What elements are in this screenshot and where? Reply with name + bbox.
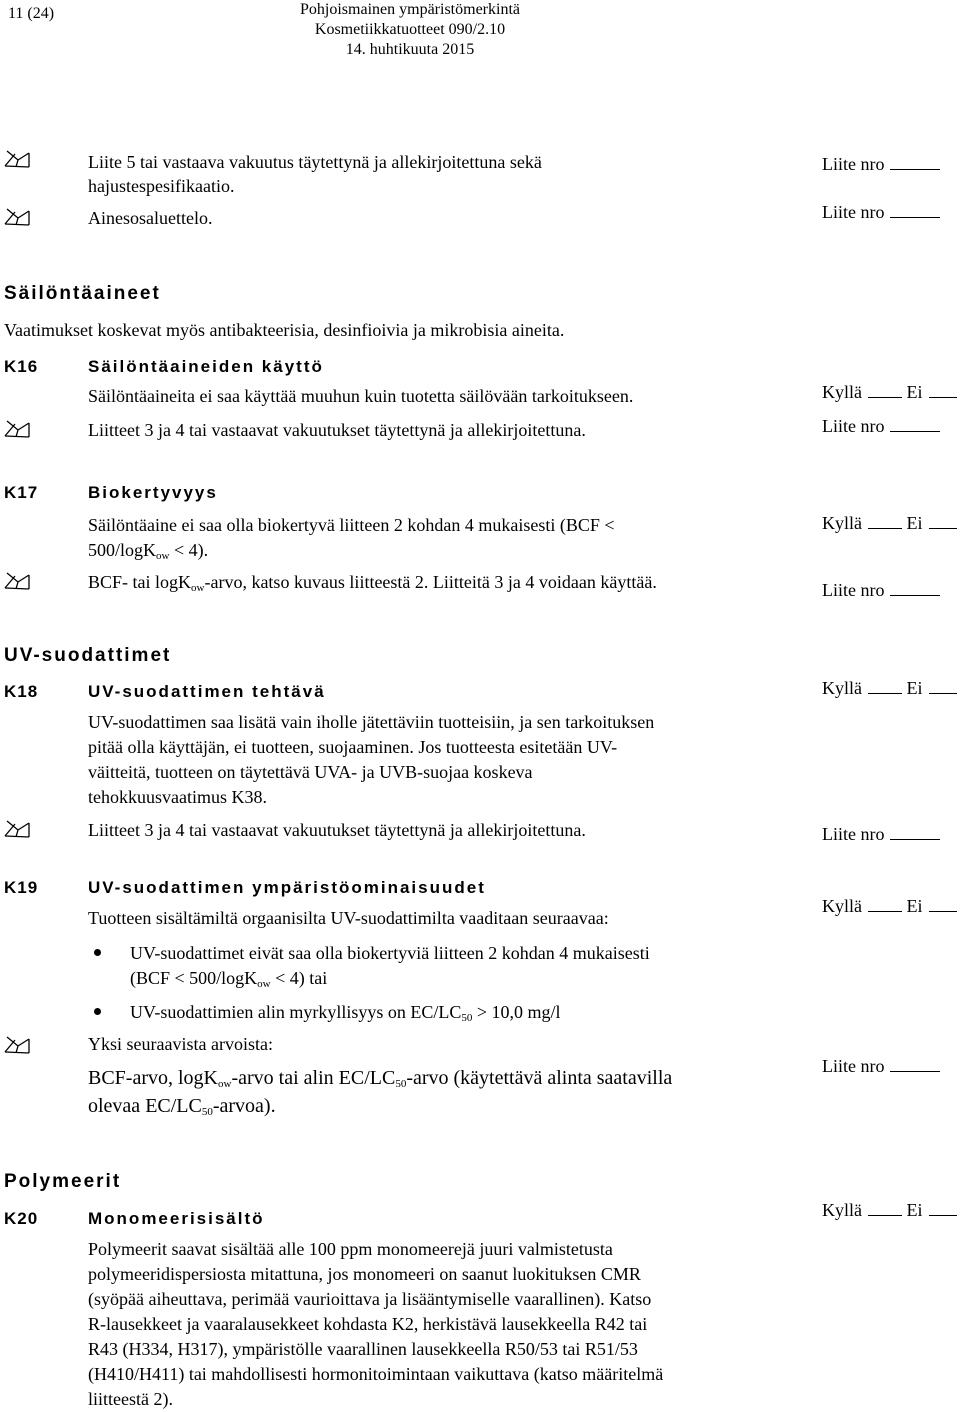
requirement-title-k17: Biokertyvyys: [88, 483, 218, 502]
envelope-icon: [4, 420, 30, 438]
yes-no-field-k18[interactable]: Kyllä Ei: [822, 676, 957, 700]
documentation-k18: Liitteet 3 ja 4 tai vastaavat vakuutukset täytettynä ja allekirjoitettuna.: [88, 820, 586, 840]
requirement-title-k19: UV-suodattimen ympäristöominaisuudet: [88, 878, 486, 897]
criterion-toxicity: UV-suodattimien alin myrkyllisyys on $EC/LC_{50} > 10,0$ mg/l: [130, 1002, 561, 1024]
page-number: 11 (24): [8, 5, 55, 22]
requirement-text-k18-line2: pitää olla käyttäjän, ei tuotteen, suojaaminen. Jos tuotteesta esitetään UV-: [88, 737, 618, 757]
requirement-text-k20-line5: R43 (H334, H317), ympäristölle vaarallinen lausekkeella R50/53 tai R51/53: [88, 1339, 638, 1359]
requirement-text-k20-line2: polymeeridispersiosta mitattuna, jos monomeeri on saanut luokituksen CMR: [88, 1264, 641, 1284]
attachment-number-field[interactable]: Liite nro: [822, 200, 940, 224]
requirement-title-k20: Monomeerisisältö: [88, 1209, 265, 1228]
requirement-code-k20: K20: [4, 1209, 39, 1228]
requirement-title-k16: Säilöntäaineiden käyttö: [88, 357, 324, 376]
requirement-intro-k19: Tuotteen sisältämiltä orgaanisilta UV-suodattimilta vaaditaan seuraavaa:: [88, 908, 609, 928]
section-intro: Vaatimukset koskevat myös antibakteerisia, desinfioivia ja mikrobisia aineita.: [4, 320, 565, 340]
requirement-text-k18-line3: väitteitä, tuotteen on täytettävä UVA- ja UVB-suojaa koskeva: [88, 762, 533, 782]
section-heading-preservatives: Säilöntäaineet: [4, 283, 161, 304]
envelope-icon: [4, 1036, 30, 1054]
requirement-code-k19: K19: [4, 878, 39, 897]
documentation-k19-values-line2: olevaa $EC/LC_{50}-arvoa$).: [88, 1095, 276, 1118]
bullet: [94, 1008, 101, 1015]
envelope-icon: [4, 572, 30, 590]
criterion-bioaccumulation-line1: UV-suodattimet eivät saa olla biokertyviä liitteen 2 kohdan 4 mukaisesti: [130, 943, 650, 963]
requirement-text-k20-line7: liitteestä 2).: [88, 1389, 173, 1409]
requirement-text-k17-line2: 500/logK$_{ow}$ < 4).: [88, 540, 209, 562]
requirement-text-k20-line3: (syöpää aiheuttava, perimää vaurioittava ja lisääntymiselle vaarallinen). Katso: [88, 1289, 652, 1309]
requirement-code-k18: K18: [4, 682, 39, 701]
attachment-number-field[interactable]: Liite nro: [822, 152, 940, 176]
requirement-text-k20-line6: (H410/H411) tai mahdollisesti hormonitoimintaan vaikuttava (katso määritelmä: [88, 1364, 664, 1384]
requirement-code-k17: K17: [4, 483, 39, 502]
requirement-text-k16: Säilöntäaineita ei saa käyttää muuhun kuin tuotetta säilövään tarkoitukseen.: [88, 386, 634, 406]
envelope-icon: [4, 208, 30, 226]
requirement-text-k17-line1: Säilöntäaine ei saa olla biokertyvä liitteen 2 kohdan 4 mukaisesti (BCF <: [88, 515, 615, 535]
envelope-icon: [4, 150, 30, 168]
documentation-k17: BCF- tai logK$_{ow}$-arvo, katso kuvaus liitteestä 2. Liitteitä 3 ja 4 voidaan käyttää.: [88, 572, 657, 594]
attachment-number-field[interactable]: Liite nro: [822, 578, 940, 602]
yes-no-field-k19[interactable]: Kyllä Ei: [822, 894, 957, 918]
requirement-text-k18-line1: UV-suodattimen saa lisätä vain iholle jätettäviin tuotteisiin, ja sen tarkoituksen: [88, 712, 655, 732]
criterion-bioaccumulation-line2: (BCF < 500/logK$_{ow}$ < 4) tai: [130, 968, 328, 990]
bullet: [94, 949, 101, 956]
documentation-k16: Liitteet 3 ja 4 tai vastaavat vakuutukset täytettynä ja allekirjoitettuna.: [88, 420, 586, 440]
yes-no-field-k16[interactable]: Kyllä Ei: [822, 380, 957, 404]
documentation-k19: Yksi seuraavista arvoista:: [88, 1034, 273, 1054]
requirement-text-k18-line4: tehokkuusvaatimus K38.: [88, 787, 267, 807]
attachment-item-liite5-line2: hajustespesifikaatio.: [88, 176, 235, 196]
header-title: Pohjoismainen ympäristömerkintä: [300, 1, 520, 18]
requirement-text-k20-line4: R-lausekkeet ja vaaralausekkeet kohdasta K2, herkistävä lausekkeella R42 tai: [88, 1314, 648, 1334]
requirement-text-k20-line1: Polymeerit saavat sisältää alle 100 ppm monomeerejä juuri valmistetusta: [88, 1239, 613, 1259]
envelope-icon: [4, 820, 30, 838]
attachment-item-liite5-line1: Liite 5 tai vastaava vakuutus täytettynä ja allekirjoitettuna sekä: [88, 152, 542, 172]
documentation-k19-values-line1: BCF-arvo, logK$_{ow}$-arvo tai alin $EC/LC_{50}$-arvo (käytettävä alinta saatavilla: [88, 1067, 673, 1090]
attachment-number-field[interactable]: Liite nro: [822, 414, 940, 438]
yes-no-field-k17[interactable]: Kyllä Ei: [822, 511, 957, 535]
header-date: 14. huhtikuuta 2015: [345, 41, 475, 58]
requirement-code-k16: K16: [4, 357, 39, 376]
yes-no-field-k20[interactable]: Kyllä Ei: [822, 1198, 957, 1222]
attachment-item-ingredients: Ainesosaluettelo.: [88, 208, 213, 228]
attachment-number-field[interactable]: Liite nro: [822, 1054, 940, 1078]
attachment-number-field[interactable]: Liite nro: [822, 822, 940, 846]
header-product-group: Kosmetiikkatuotteet 090/2.10: [314, 21, 506, 38]
section-heading-uv-filters: UV-suodattimet: [4, 645, 172, 666]
section-heading-polymers: Polymeerit: [4, 1171, 122, 1192]
requirement-title-k18: UV-suodattimen tehtävä: [88, 682, 326, 701]
